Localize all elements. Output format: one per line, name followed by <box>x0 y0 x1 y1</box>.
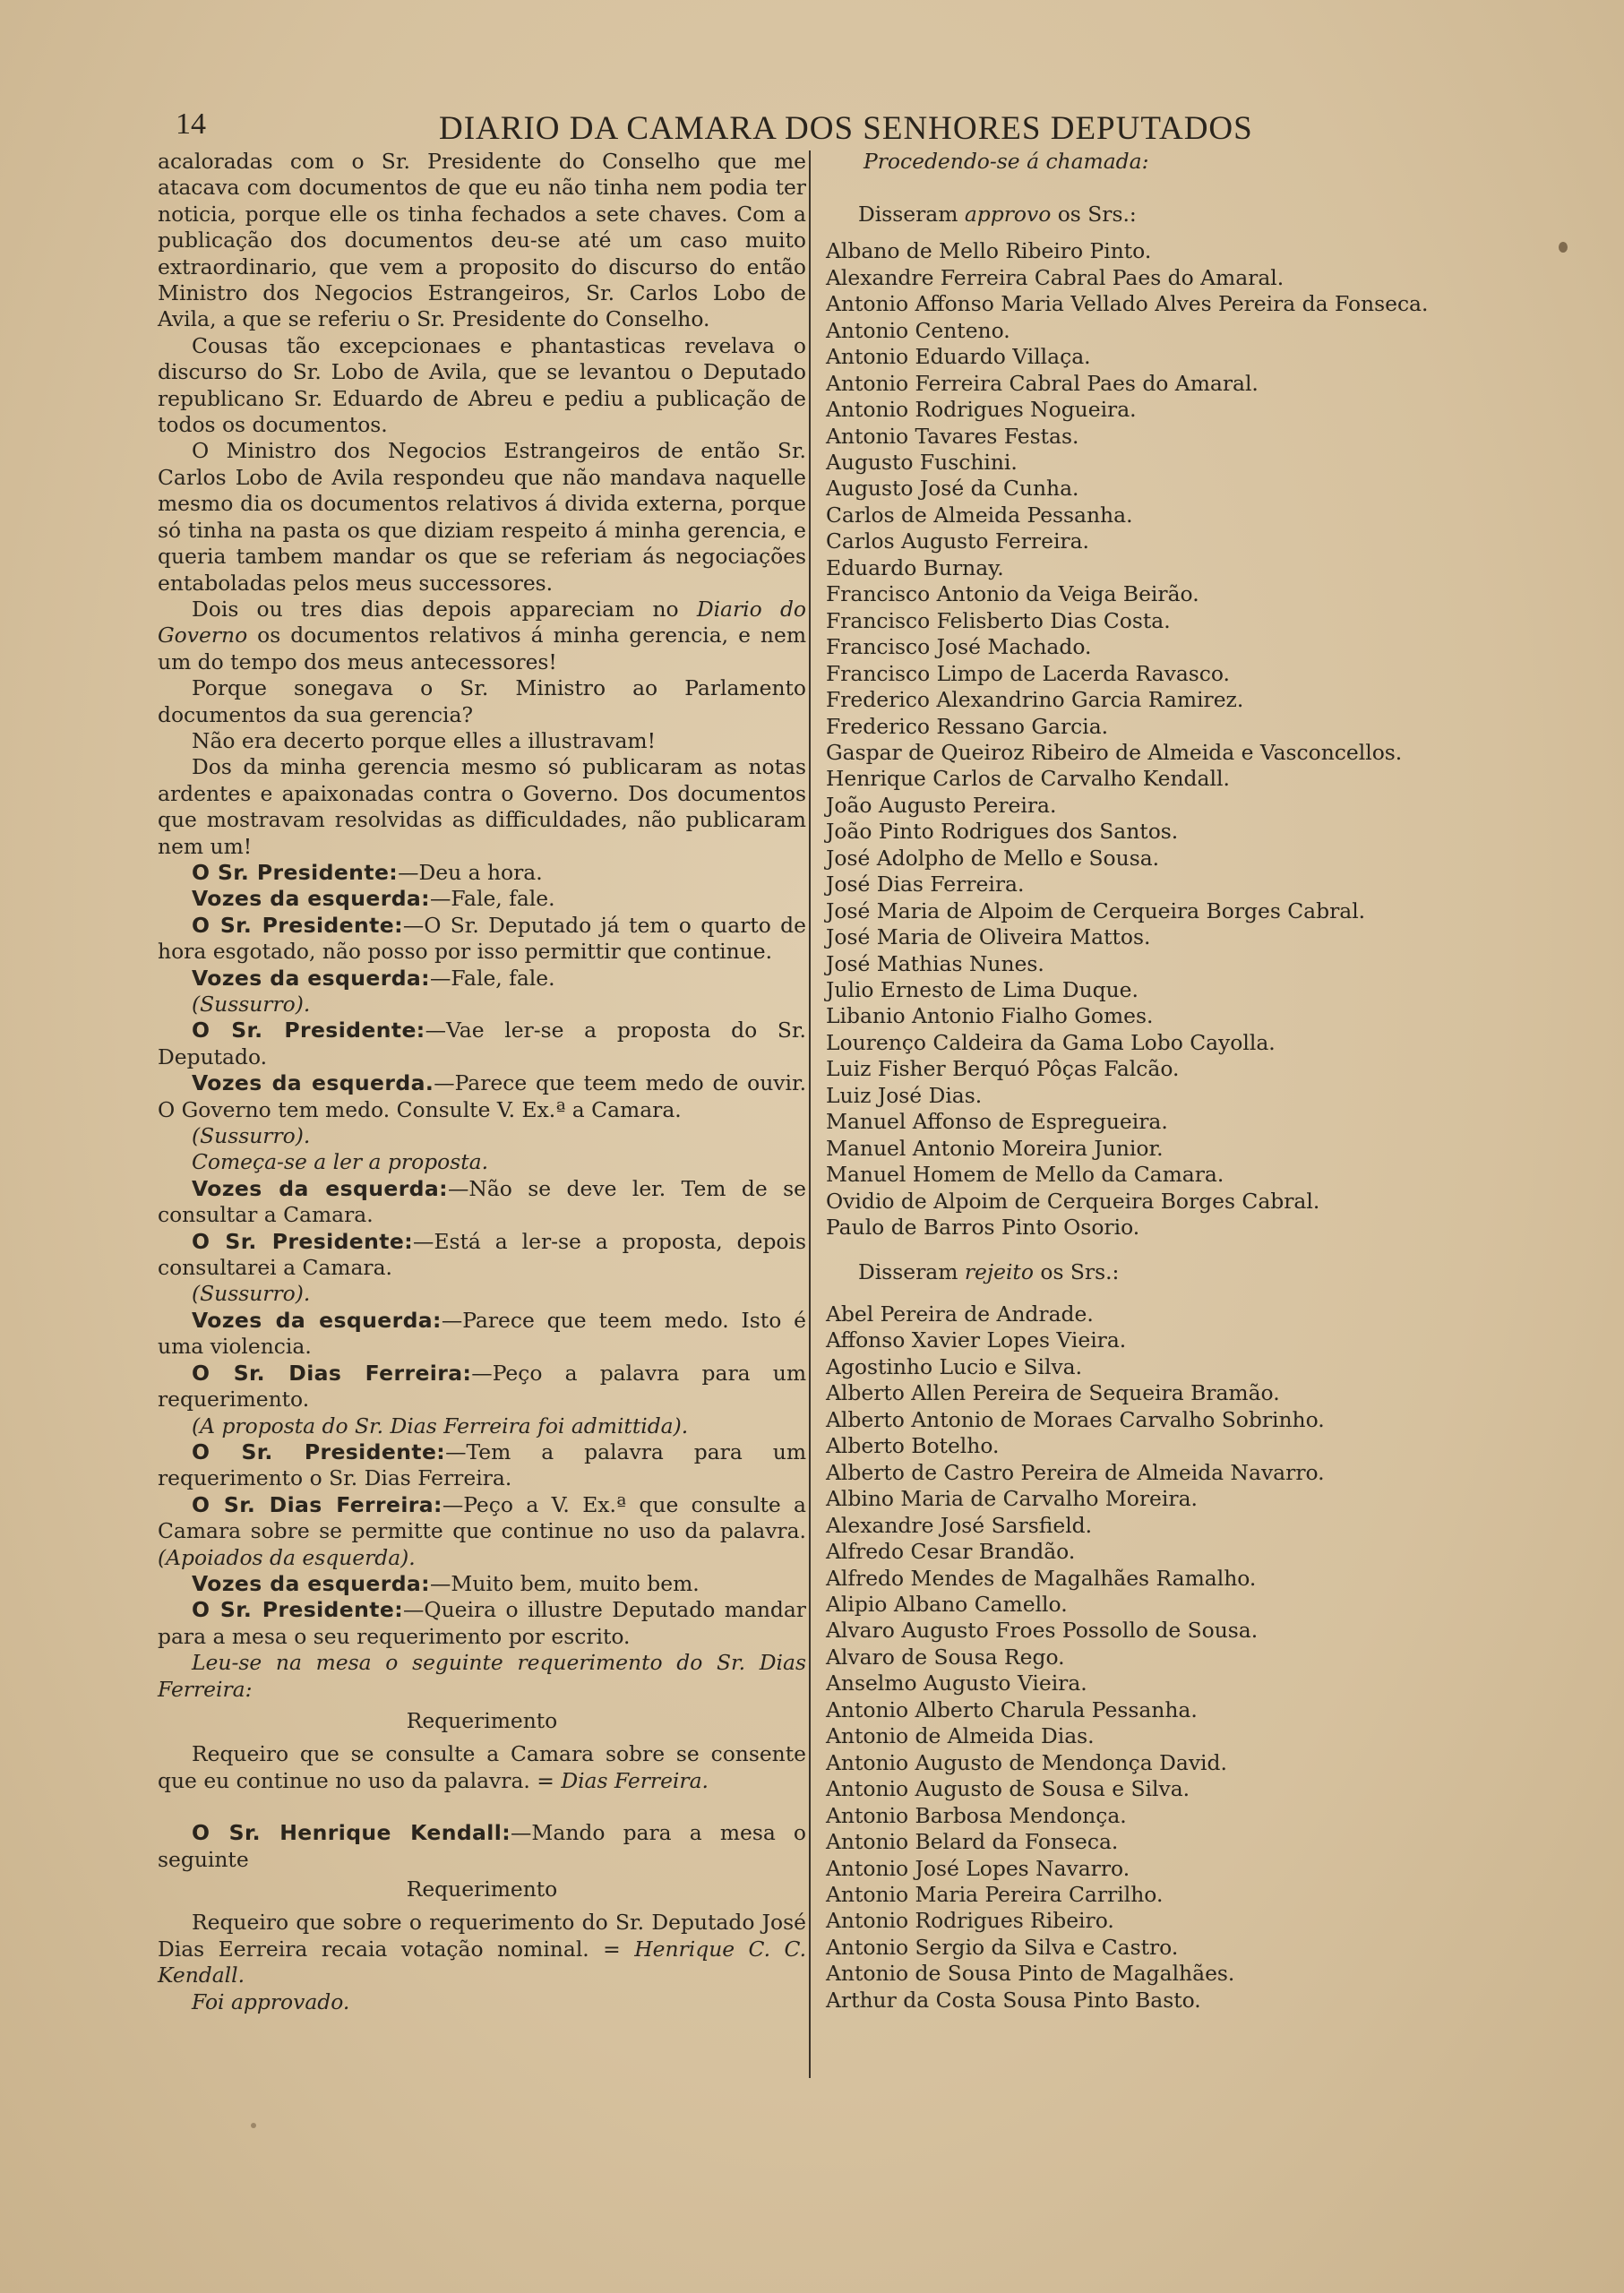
deputy-name: Antonio Ferreira Cabral Paes do Amaral. <box>826 370 1259 396</box>
deputy-name: Carlos de Almeida Pessanha. <box>826 502 1133 528</box>
rollcall-heading: Procedendo-se á chamada: <box>864 149 1149 174</box>
speech-text: —Está a ler-se a proposta, depois consultarei a Camara. <box>158 1228 806 1281</box>
deputy-name: Augusto Fuschini. <box>826 449 1018 475</box>
deputy-name: Antonio José Lopes Navarro. <box>826 1855 1130 1881</box>
stage-direction: (Sussurro). <box>192 992 311 1017</box>
paragraph <box>158 597 806 675</box>
deputy-name: Arthur da Costa Sousa Pinto Basto. <box>826 1987 1201 2013</box>
spacer <box>826 228 1596 238</box>
speech <box>158 1820 806 1873</box>
paragraph: O Ministro dos Negocios Estrangeiros de então Sr. Carlos Lobo de Avila respondeu que não mandava naquelle mesmo dia os documentos relativos á divida externa, porque só tinha na pasta os que diziam respeito á minha gerencia, e queria tambem mandar os que se referiam ás negociações entaboladas pelos meus successores. <box>158 438 806 596</box>
speaker: O Sr. Presidente: <box>192 1228 414 1254</box>
deputy-name: Antonio Affonso Maria Vellado Alves Pereira da Fonseca. <box>826 291 1429 317</box>
speech <box>158 1361 806 1413</box>
text-run: os Srs.: <box>1033 1258 1120 1284</box>
speaker: O Sr. Presidente: <box>192 1438 446 1464</box>
text-run: os Srs.: <box>1051 201 1137 227</box>
deputy-name: Antonio Augusto de Sousa e Silva. <box>826 1776 1190 1802</box>
deputy-name: Antonio Eduardo Villaça. <box>826 344 1091 370</box>
speech <box>158 1070 806 1123</box>
deputy-name: Francisco Limpo de Lacerda Ravasco. <box>826 660 1230 686</box>
italic-run: rejeito <box>964 1258 1034 1284</box>
speech <box>158 1018 806 1070</box>
speaker: O Sr. Dias Ferreira: <box>192 1360 472 1386</box>
speech-text: —Muito bem, muito bem. <box>429 1570 700 1596</box>
deputy-name: Alexandre Ferreira Cabral Paes do Amaral. <box>826 264 1285 290</box>
speech <box>158 913 806 966</box>
deputy-name: Lourenço Caldeira da Gama Lobo Cayolla. <box>826 1029 1276 1055</box>
speech-text: —Não se deve ler. Tem de se consultar a Camara. <box>158 1175 806 1228</box>
speech <box>158 860 806 886</box>
speech-text: —O Sr. Deputado já tem o quarto de hora esgotado, não posso por isso permittir que continue. <box>158 912 806 965</box>
deputy-name: José Maria de Oliveira Mattos. <box>826 924 1151 950</box>
speaker: Vozes da esquerda: <box>192 1570 430 1596</box>
deputy-name: Abel Pereira de Andrade. <box>826 1301 1094 1327</box>
deputy-name: Manuel Affonso de Espregueira. <box>826 1109 1168 1135</box>
speech-text: —Tem a palavra para um requerimento o Sr. Dias Ferreira. <box>158 1438 806 1491</box>
rejeito-list <box>826 1301 1596 2014</box>
speech-text: —Parece que teem medo de ouvir. O Governo tem medo. Consulte V. Ex.ª a Camara. <box>158 1070 807 1122</box>
text-run: Requeiro que se consulte a Camara sobre se consente que eu continue no uso da palavra. = <box>158 1741 806 1793</box>
deputy-name: Alberto de Castro Pereira de Almeida Navarro. <box>826 1459 1325 1485</box>
column-divider <box>809 150 811 2078</box>
deputy-name: Eduardo Burnay. <box>826 554 1004 580</box>
right-column <box>826 149 1596 2014</box>
deputy-name: Frederico Alexandrino Garcia Ramirez. <box>826 687 1244 713</box>
speech <box>158 1229 806 1282</box>
deputy-name: João Augusto Pereira. <box>826 792 1057 818</box>
speech-text: —Vae ler-se a proposta do Sr. Deputado. <box>158 1018 806 1069</box>
speaker: O Sr. Presidente: <box>192 859 399 885</box>
deputy-name: Ovidio de Alpoim de Cerqueira Borges Cabral. <box>826 1188 1320 1214</box>
deputy-name: Henrique Carlos de Carvalho Kendall. <box>826 766 1230 792</box>
deputy-name: Alvaro Augusto Froes Possollo de Sousa. <box>826 1618 1259 1644</box>
speaker: Vozes da esquerda: <box>192 1175 448 1201</box>
paragraph: acaloradas com o Sr. Presidente do Conselho que me atacava com documentos de que eu não tinha nem podia ter noticia, porque elle os tinha fechados a sete chaves. Com a publicação dos documentos deu-se até um caso muito extraordinario, que vem a proposito do discurso do então Ministro dos Negocios Estrangeiros, Sr. Carlos Lobo de Avila, a que se referiu o Sr. Presidente do Conselho. <box>158 149 806 332</box>
deputy-name: Libanio Antonio Fialho Gomes. <box>826 1003 1154 1029</box>
speech <box>158 886 806 912</box>
deputy-name: Francisco Antonio da Veiga Beirão. <box>826 581 1199 607</box>
speaker: O Sr. Presidente: <box>192 912 403 938</box>
speech-text: —Mando para a mesa o seguinte <box>158 1820 806 1872</box>
speech-text: —Parece que teem medo. Isto é uma violencia. <box>158 1307 806 1360</box>
rejeito-heading <box>826 1259 1596 1285</box>
speech <box>158 1308 806 1361</box>
requerimento-heading: Requerimento <box>406 1876 558 1902</box>
approvo-list <box>826 238 1596 1241</box>
signature: Henrique C. C. Kendall. <box>158 1936 807 1988</box>
speech-text: —Fale, fale. <box>429 965 555 991</box>
stage-direction: (Sussurro). <box>192 1123 311 1149</box>
deputy-name: João Pinto Rodrigues dos Santos. <box>826 819 1179 845</box>
deputy-name: Carlos Augusto Ferreira. <box>826 528 1089 554</box>
deputy-name: José Maria de Alpoim de Cerqueira Borges Cabral. <box>826 897 1366 923</box>
speaker: O Sr. Dias Ferreira: <box>192 1491 443 1517</box>
deputy-name: Antonio de Almeida Dias. <box>826 1723 1095 1749</box>
requerimento-heading: Requerimento <box>406 1707 558 1733</box>
stage-direction: Foi approvado. <box>192 1988 350 2014</box>
deputy-name: José Dias Ferreira. <box>826 872 1025 897</box>
left-column <box>158 149 806 2015</box>
deputy-name: Manuel Antonio Moreira Junior. <box>826 1135 1164 1161</box>
speaker: O Sr. Presidente: <box>192 1018 425 1043</box>
deputy-name: Alberto Antonio de Moraes Carvalho Sobrinho. <box>826 1406 1325 1432</box>
deputy-name: Francisco José Machado. <box>826 634 1092 660</box>
speech-text: —Fale, fale. <box>429 886 555 912</box>
signature: Dias Ferreira. <box>561 1767 709 1793</box>
speaker: O Sr. Henrique Kendall: <box>192 1820 511 1846</box>
spacer <box>826 175 1596 201</box>
speaker: Vozes da esquerda: <box>192 965 430 991</box>
approvo-heading <box>826 202 1596 228</box>
deputy-name: Agostinho Lucio e Silva. <box>826 1353 1083 1379</box>
paper-stain <box>251 2123 256 2128</box>
speaker: Vozes da esquerda. <box>192 1070 434 1096</box>
deputy-name: Julio Ernesto de Lima Duque. <box>826 977 1139 1003</box>
deputy-name: Antonio Rodrigues Ribeiro. <box>826 1908 1114 1934</box>
page-number: 14 <box>176 107 206 141</box>
deputy-name: Alberto Allen Pereira de Sequeira Bramão. <box>826 1380 1280 1406</box>
deputy-name: Antonio de Sousa Pinto de Magalhães. <box>826 1961 1235 1987</box>
italic-run: Diario do Governo <box>158 596 806 648</box>
text-run: os documentos relativos á minha gerencia, e nem um do tempo dos meus antecessores! <box>158 623 806 674</box>
paragraph: Cousas tão excepcionaes e phantasticas revelava o discurso do Sr. Lobo de Avila, que se levantou o Deputado republicano Sr. Eduardo de Abreu e pediu a publicação de todos os documentos. <box>158 332 806 438</box>
text-run: Dois ou tres dias depois appareciam no <box>192 596 697 622</box>
deputy-name: Gaspar de Queiroz Ribeiro de Almeida e Vasconcellos. <box>826 739 1403 765</box>
speech-text: —Deu a hora. <box>398 859 543 885</box>
deputy-name: Antonio Sergio da Silva e Castro. <box>826 1934 1179 1960</box>
deputy-name: Luiz José Dias. <box>826 1082 983 1108</box>
speech-text: —Peço a palavra para um requerimento. <box>158 1360 807 1413</box>
requerimento-text <box>158 1741 806 1794</box>
paragraph: Não era decerto porque elles a illustravam! <box>192 727 656 753</box>
text-run: Disseram <box>858 1258 965 1284</box>
spacer <box>158 1794 806 1820</box>
paragraph: Porque sonegava o Sr. Ministro ao Parlamento documentos da sua gerencia? <box>158 675 806 727</box>
deputy-name: Frederico Ressano Garcia. <box>826 713 1109 739</box>
deputy-name: Anselmo Augusto Vieira. <box>826 1670 1087 1696</box>
stage-direction: Começa-se a ler a proposta. <box>192 1149 489 1175</box>
speaker: O Sr. Presidente: <box>192 1597 403 1623</box>
deputy-name: Luiz Fisher Berquó Pôças Falcão. <box>826 1056 1180 1082</box>
deputy-name: Affonso Xavier Lopes Vieira. <box>826 1327 1127 1353</box>
deputy-name: Paulo de Barros Pinto Osorio. <box>826 1215 1140 1241</box>
deputy-name: Alexandre José Sarsfield. <box>826 1512 1093 1538</box>
speech-text: —Queira o illustre Deputado mandar para a mesa o seu requerimento por escrito. <box>158 1597 806 1649</box>
speech <box>158 1571 806 1597</box>
deputy-name: Antonio Belard da Fonseca. <box>826 1829 1119 1855</box>
deputy-name: Albano de Mello Ribeiro Pinto. <box>826 238 1152 264</box>
speech <box>158 1492 806 1571</box>
speech <box>158 1176 806 1229</box>
speaker: Vozes da esquerda: <box>192 1307 442 1333</box>
text-run: Requeiro que sobre o requerimento do Sr. Deputado José Dias Eerreira recaia votação nominal. = <box>158 1910 806 1962</box>
deputy-name: Antonio Tavares Festas. <box>826 423 1079 449</box>
deputy-name: Antonio Rodrigues Nogueira. <box>826 397 1137 423</box>
running-head-title: DIARIO DA CAMARA DOS SENHORES DEPUTADOS <box>439 110 1253 147</box>
speech <box>158 1439 806 1492</box>
speech <box>158 1597 806 1650</box>
deputy-name: Francisco Felisberto Dias Costa. <box>826 607 1171 633</box>
deputy-name: Antonio Maria Pereira Carrilho. <box>826 1881 1164 1907</box>
deputy-name: Antonio Barbosa Mendonça. <box>826 1802 1127 1828</box>
stage-direction: (A proposta do Sr. Dias Ferreira foi admittida). <box>192 1413 689 1438</box>
deputy-name: Albino Maria de Carvalho Moreira. <box>826 1486 1198 1512</box>
text-run: Disseram <box>858 201 965 227</box>
requerimento-text <box>158 1910 806 1988</box>
speech <box>158 966 806 992</box>
deputy-name: Alfredo Cesar Brandão. <box>826 1539 1076 1565</box>
stage-direction: (Sussurro). <box>192 1281 311 1307</box>
italic-run: approvo <box>964 201 1052 227</box>
spacer <box>826 1241 1596 1259</box>
deputy-name: José Mathias Nunes. <box>826 950 1044 976</box>
deputy-name: Alfredo Mendes de Magalhães Ramalho. <box>826 1565 1257 1591</box>
deputy-name: Manuel Homem de Mello da Camara. <box>826 1162 1224 1188</box>
paragraph: Dos da minha gerencia mesmo só publicaram as notas ardentes e apaixonadas contra o Governo. Dos documentos que mostravam resolvidas as difficuldades, não publicaram nem um! <box>158 754 806 859</box>
stage-direction: Leu-se na mesa o seguinte requerimento do Sr. Dias Ferreira: <box>158 1650 806 1702</box>
speech-text: —Peço a V. Ex.ª que consulte a Camara sobre se permitte que continue no uso da palavra. <box>158 1491 806 1544</box>
deputy-name: Alvaro de Sousa Rego. <box>826 1644 1065 1670</box>
deputy-name: Alberto Botelho. <box>826 1433 1000 1459</box>
deputy-name: José Adolpho de Mello e Sousa. <box>826 845 1160 871</box>
deputy-name: Antonio Centeno. <box>826 317 1010 343</box>
deputy-name: Antonio Augusto de Mendonça David. <box>826 1749 1227 1775</box>
deputy-name: Antonio Alberto Charula Pessanha. <box>826 1696 1198 1722</box>
stage-direction: (Apoiados da esquerda). <box>158 1544 416 1570</box>
speaker: Vozes da esquerda: <box>192 886 430 912</box>
spacer <box>826 1285 1596 1301</box>
deputy-name: Augusto José da Cunha. <box>826 476 1079 502</box>
deputy-name: Alipio Albano Camello. <box>826 1592 1068 1617</box>
